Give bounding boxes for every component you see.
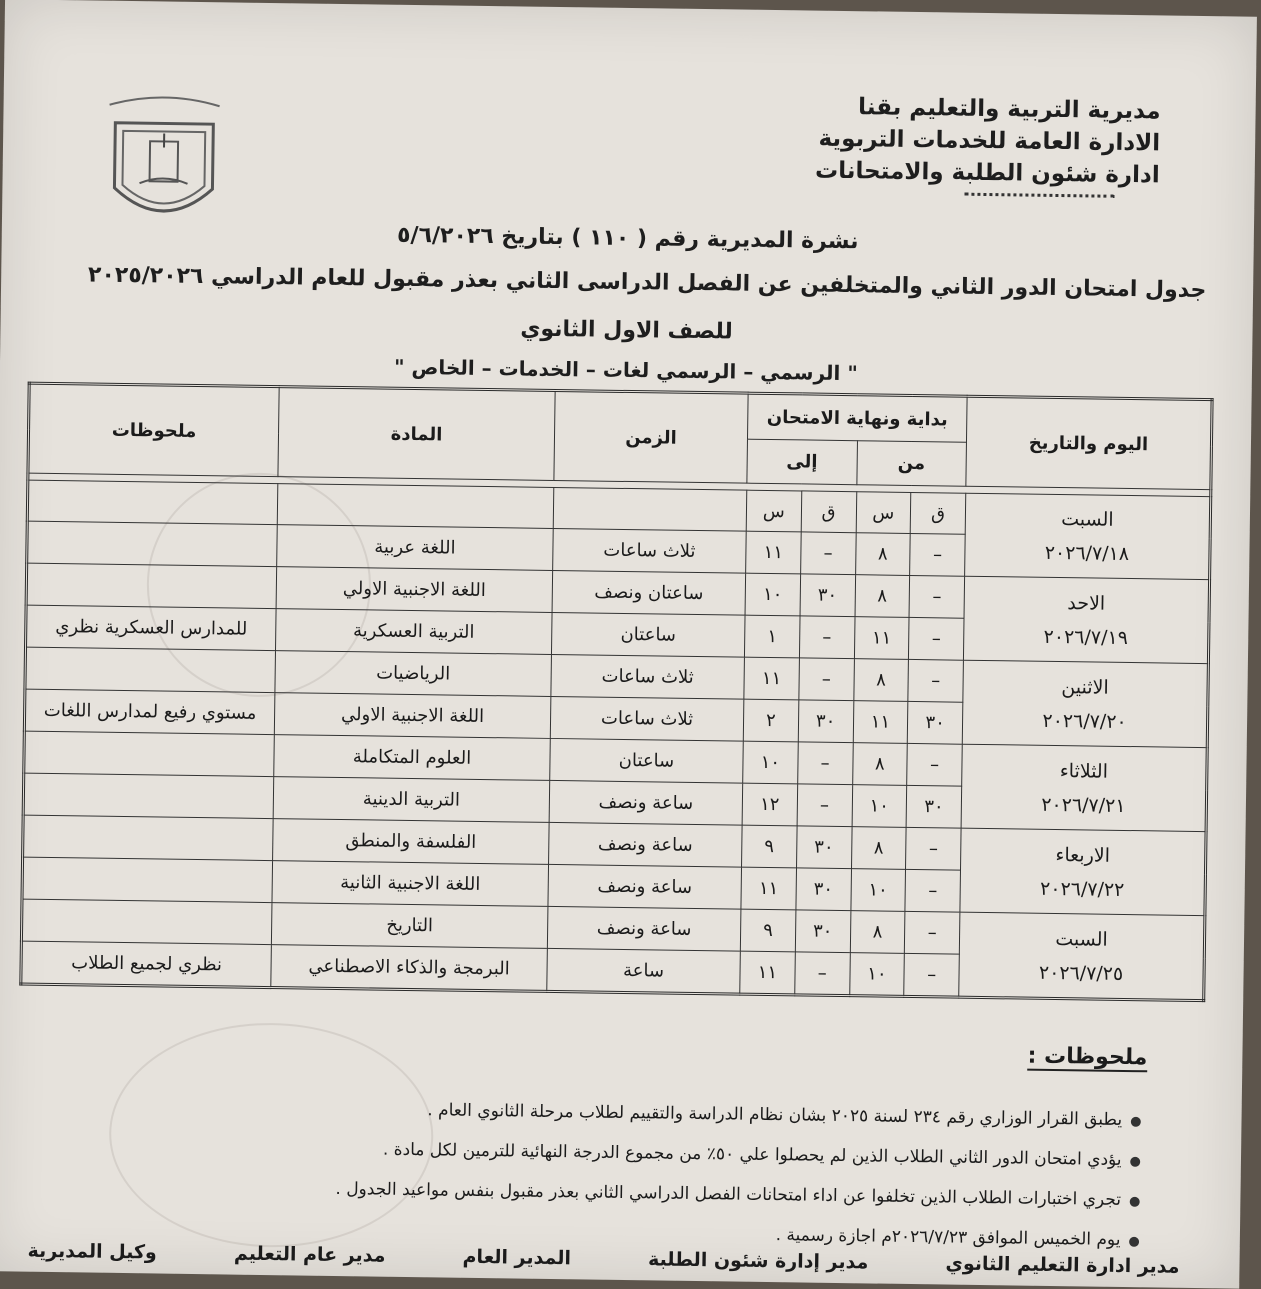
- cell-from-s: ١٠: [850, 953, 905, 997]
- grade-line: للصف الاول الثانوي: [521, 316, 734, 345]
- cell-subject: الرياضيات: [276, 651, 553, 697]
- cell-duration: ساعة: [548, 948, 742, 994]
- document-title: جدول امتحان الدور الثاني والمتخلفين عن الفصل الدراسى الثاني بعذر مقبول للعام الدراسي ٢٠٢٥/٢٠٢٦: [88, 262, 1208, 304]
- cell-note: [26, 647, 277, 692]
- day-date: ٢٠٢٦/٧/١٩: [1044, 625, 1130, 649]
- empty-cell: [28, 480, 279, 524]
- signature-student-affairs: مدير إدارة شئون الطلبة: [648, 1248, 870, 1274]
- bulletin-line: نشرة المديرية رقم ( ١١٠ ) بتاريخ ٥/٦/٢٠٢٦: [397, 222, 860, 255]
- day-name: الثلاثاء: [1060, 759, 1110, 783]
- unit-label: ق: [911, 492, 966, 534]
- note-item: ● تجري اختبارات الطلاب الذين تخلفوا عن اداء امتحانات الفصل الدراسي الثاني بعذر مقبول بنفس مواعيد الجدول .: [41, 1175, 1141, 1210]
- cell-to-q: ٣٠: [796, 910, 851, 953]
- signature-education-director: مدير عام التعليم: [234, 1242, 387, 1267]
- cell-subject: التربية العسكرية: [276, 609, 553, 655]
- header-duration: الزمن: [555, 390, 749, 483]
- cell-from-q: ٣٠: [907, 785, 962, 828]
- cell-subject: البرمجة والذكاء الاصطناعي: [272, 945, 549, 992]
- cell-subject: اللغة عربية: [278, 525, 555, 571]
- cell-duration: ساعة ونصف: [550, 822, 744, 867]
- cell-subject: اللغة الاجنبية الثانية: [273, 861, 550, 907]
- day-name: الاربعاء: [1056, 843, 1112, 867]
- note-item: ● يوم الخميس الموافق ٢٠٢٦/٧/٢٣م اجازة رسمية .: [41, 1215, 1141, 1250]
- cell-note: [22, 899, 273, 944]
- day-date: ٢٠٢٦/٧/٢١: [1042, 793, 1127, 817]
- cell-note: مستوي رفيع لمدارس اللغات: [25, 689, 276, 734]
- cell-from-q: –: [906, 869, 961, 912]
- cell-to-s: ١٠: [746, 573, 801, 616]
- header-from: من: [857, 441, 967, 487]
- header-subject: المادة: [279, 387, 556, 481]
- cell-from-s: ٨: [852, 827, 907, 870]
- cell-from-q: –: [905, 953, 960, 997]
- cell-to-q: ٣٠: [797, 826, 852, 869]
- header-to: إلى: [748, 439, 858, 485]
- cell-duration: ساعتان: [551, 738, 745, 783]
- cell-subject: اللغة الاجنبية الاولي: [275, 693, 552, 739]
- day-cell: [960, 912, 1206, 1000]
- cell-from-s: ١٠: [851, 869, 906, 912]
- day-name: السبت: [1056, 927, 1109, 951]
- cell-duration: ساعة ونصف: [548, 906, 742, 951]
- cell-to-q: –: [800, 658, 855, 701]
- day-date: ٢٠٢٦/٧/١٨: [1045, 541, 1131, 566]
- note-item: ● يطبق القرار الوزاري رقم ٢٣٤ لسنة ٢٠٢٥ بشان نظام الدراسة والتقييم لطلاب مرحلة الثانوي العام .: [42, 1095, 1142, 1130]
- ministry-logo-icon: [105, 93, 225, 235]
- cell-from-s: ٨: [851, 911, 906, 954]
- day-cell: [966, 493, 1212, 579]
- cell-from-s: ٨: [856, 575, 911, 618]
- empty-cell: [554, 487, 748, 531]
- cell-to-s: ١١: [742, 867, 797, 910]
- day-cell: [963, 660, 1209, 747]
- cell-to-s: ١١: [741, 951, 796, 995]
- cell-subject: اللغة الاجنبية الاولي: [277, 567, 554, 613]
- header-line-1: مديرية التربية والتعليم بقنا: [858, 94, 1162, 125]
- day-cell: [961, 828, 1207, 915]
- cell-from-q: –: [907, 827, 962, 870]
- day-name: السبت: [1062, 508, 1115, 531]
- cell-to-q: –: [798, 742, 853, 785]
- cell-to-q: –: [801, 532, 856, 575]
- cell-to-s: ١٠: [744, 741, 799, 784]
- cell-from-s: ٨: [853, 743, 908, 786]
- cell-subject: العلوم المتكاملة: [275, 735, 552, 781]
- unit-label: ق: [802, 491, 857, 533]
- cell-to-s: ١: [745, 615, 800, 658]
- cell-to-s: ١١: [747, 531, 802, 574]
- cell-to-s: ٩: [743, 825, 798, 868]
- day-name: الاحد: [1068, 591, 1107, 615]
- cell-from-s: ١١: [855, 617, 910, 660]
- cell-duration: ساعة ونصف: [550, 780, 744, 825]
- day-name: الاثنين: [1062, 675, 1110, 699]
- signature-secondary-director: مدير ادارة التعليم الثانوي: [946, 1252, 1181, 1278]
- cell-to-q: ٣٠: [799, 700, 854, 743]
- cell-from-s: ١١: [854, 701, 909, 744]
- cell-from-s: ١٠: [853, 785, 908, 828]
- cell-note: [27, 563, 278, 608]
- cell-duration: ثلاث ساعات: [554, 528, 748, 573]
- cell-from-q: –: [910, 617, 965, 660]
- header-line-3: ادارة شئون الطلبة والامتحانات: [815, 157, 1161, 189]
- cell-duration: ساعة ونصف: [549, 864, 743, 909]
- cell-from-s: ٨: [854, 659, 909, 702]
- signature-general-director: المدير العام: [463, 1245, 573, 1270]
- cell-note: للمدارس العسكرية نظري: [27, 605, 278, 650]
- cell-subject: التاريخ: [272, 903, 549, 949]
- cell-to-s: ٢: [744, 699, 799, 742]
- cell-note: [24, 773, 275, 818]
- cell-to-q: ٣٠: [797, 868, 852, 911]
- cell-subject: التربية الدينية: [274, 777, 551, 823]
- cell-to-q: –: [795, 952, 850, 996]
- day-cell: [962, 744, 1208, 831]
- header-line-2: الادارة العامة للخدمات التربوية: [819, 125, 1162, 157]
- cell-to-q: –: [798, 784, 853, 827]
- cell-subject: الفلسفة والمنطق: [274, 819, 551, 865]
- notes-heading: ملحوظات :: [1028, 1043, 1149, 1071]
- day-date: ٢٠٢٦/٧/٢٠: [1043, 709, 1128, 733]
- cell-duration: ثلاث ساعات: [551, 696, 745, 741]
- day-date: ٢٠٢٦/٧/٢٢: [1040, 877, 1126, 901]
- cell-note: نظري لجميع الطلاب: [22, 941, 273, 987]
- cell-from-q: –: [906, 911, 961, 954]
- day-date: ٢٠٢٦/٧/٢٥: [1039, 961, 1125, 985]
- cell-from-q: ٣٠: [909, 701, 964, 744]
- cell-from-s: ٨: [856, 533, 911, 576]
- empty-cell: [278, 484, 555, 529]
- note-item: ● يؤدي امتحان الدور الثاني الطلاب الذين لم يحصلوا علي ٥٠٪ من مجموع الدرجة النهائية للترمين لكل مادة .: [42, 1135, 1142, 1170]
- cell-to-s: ٩: [741, 909, 796, 952]
- cell-from-q: –: [908, 743, 963, 786]
- cell-from-q: –: [909, 659, 964, 702]
- day-cell: [964, 576, 1210, 663]
- unit-label: س: [857, 492, 912, 534]
- cell-from-q: –: [911, 533, 966, 576]
- header-day-date: اليوم والتاريخ: [967, 396, 1213, 489]
- header-start-end: بداية ونهاية الامتحان: [748, 393, 968, 442]
- exam-schedule-table: [20, 382, 1214, 1003]
- school-types: " الرسمي – الرسمي لغات – الخدمات – الخاص ": [394, 354, 859, 386]
- cell-to-q: ٣٠: [801, 574, 856, 617]
- cell-to-s: ١١: [745, 657, 800, 700]
- cell-note: [28, 521, 279, 566]
- schedule-body: [22, 473, 1212, 1000]
- cell-duration: ثلاث ساعات: [552, 654, 746, 699]
- unit-label: س: [747, 490, 802, 532]
- cell-note: [25, 731, 276, 776]
- header-notes: ملحوظات: [29, 383, 280, 476]
- cell-duration: ساعتان: [552, 612, 746, 657]
- cell-note: [24, 815, 275, 860]
- signature-deputy: وكيل المديرية: [28, 1239, 158, 1264]
- directorate-header: [816, 91, 1162, 199]
- cell-to-s: ١٢: [743, 783, 798, 826]
- cell-to-q: –: [800, 616, 855, 659]
- cell-duration: ساعتان ونصف: [553, 570, 747, 615]
- cell-from-q: –: [910, 575, 965, 618]
- cell-note: [23, 857, 274, 902]
